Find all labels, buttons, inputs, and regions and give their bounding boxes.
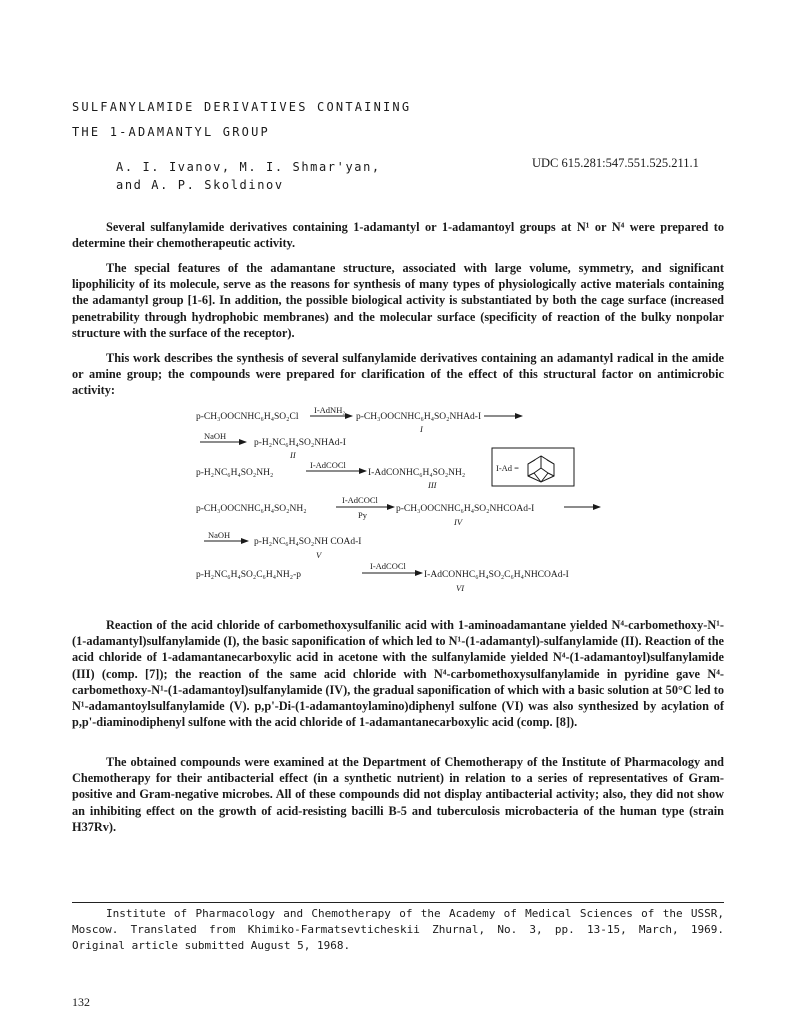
authors-line-2: and A. P. Skoldinov [116,178,284,192]
reagent-1: I-AdNH₂ [314,405,346,415]
paragraph-text: Several sulfanylamide derivatives containing 1-adamantyl or 1-adamantoyl groups at N¹ or N⁴ were prepared to determine their chemotherapeutic activity. [72,220,724,251]
paragraph-text: The obtained compounds were examined at the Department of Chemotherapy of the Institute of Pharmacology and Chemotherapy for their antibacterial effect (in a synthetic nutrient) in relation to a series of representatives of Gram-positive and Gram-negative microbes. All of these compounds did not display antibacterial activity; also, they did not show an inhibiting effect on the growth of acid-resisting bacilli B-5 and tuberculosis microbacteria of the human type (strain H37Rv). [72,755,724,834]
footnote-divider [72,902,724,903]
product-2: p-H₂NC₆H₄SO₂NHAd-I [254,438,346,448]
udc-code: UDC 615.281:547.551.525.211.1 [532,156,699,170]
compound-label-1: I [420,424,423,434]
reactant-3: p-H₂NC₆H₄SO₂NH₂ [196,468,274,478]
reagent-4: I-AdCOCl [342,495,378,505]
reaction-scheme [196,404,606,600]
compound-label-2: II [290,450,296,460]
reagent-2: NaOH [204,431,227,441]
reagent-3: I-AdCOCl [310,460,346,470]
authors [116,158,381,194]
solvent-4: Py [358,510,367,520]
compound-label-5: V [316,550,322,560]
product-6: I-AdCONHC₆H₄SO₂C₆H₄NHCOAd-I [424,570,569,580]
reagent-5: NaOH [208,530,231,540]
product-3: I-AdCONHC₆H₄SO₂NH₂ [368,468,466,478]
abstract-paragraph [72,219,724,251]
footnote-text: Institute of Pharmacology and Chemotherapy of the Academy of Medical Sciences of the USSR, Moscow. Translated from Khimiko-Farmatsevticheskii Zhurnal, No. 3, pp. 13-15, March, 1969. Original article submitted August 5, 1968. [72,907,724,952]
page-number: 132 [72,995,90,1009]
reactant-1: p-CH₃OOCNHC₆H₄SO₂Cl [196,412,299,422]
title-line-1: SULFANYLAMIDE DERIVATIVES CONTAINING [72,100,412,114]
results-paragraph [72,617,724,730]
product-1: p-CH₃OOCNHC₆H₄SO₂NHAd-I [356,412,482,422]
intro-paragraph [72,260,724,341]
footnote [72,906,724,954]
reagent-6: I-AdCOCl [370,561,406,571]
reactant-6: p-H₂NC₆H₄SO₂C₆H₄NH₂-p [196,570,301,580]
authors-line-1: A. I. Ivanov, M. I. Shmar'yan, [116,160,381,174]
compound-label-4: IV [454,517,463,527]
synthesis-paragraph [72,350,724,399]
paragraph-text: The special features of the adamantane structure, associated with large volume, symmetry, and significant lipophilicity of its molecule, serve as the reasons for synthesis of many types of physiologically active materials containing the adamantyl group [1-6]. In addition, the possible biological activity is substantiated by both the cage surface (increased penetrability through hydrophobic membranes) and the molecular surface (specificity of reaction of the bulky nonpolar structure with the surface of the receptor). [72,261,724,340]
adamantane-structure-icon [528,456,554,482]
product-5: p-H₂NC₆H₄SO₂NH COAd-I [254,537,362,547]
activity-paragraph [72,754,724,835]
adamantyl-label: I-Ad = [496,463,519,473]
compound-label-3: III [428,480,437,490]
title-line-2: THE 1-ADAMANTYL GROUP [72,125,270,139]
paragraph-text: Reaction of the acid chloride of carbomethoxysulfanilic acid with 1-aminoadamantane yielded N⁴-carbomethoxy-N¹-(1-adamantyl)sulfanylamide (I), the basic saponification of which led to N¹-(1-adamantyl)-sulfanylamide (II). Reaction of the acid chloride of 1-adamantanecarboxylic acid in acetone with the sulfanylamide yielded N⁴-(1-adamantoyl)sulfanylamide (III) (comp. [7]); the reaction of the same acid chloride with N⁴-carbomethoxysulfanylamide in pyridine gave N⁴-carbomethoxy-N¹-(1-adamantoyl)sulfanylamide (IV), the gradual saponification of which with a basic solution at 50°C led to N¹-adamantoylsulfanylamide (V). p,p'-Di-(1-adamantoylamino)diphenyl sulfone (VI) was also synthesized by acylation of p,p'-diaminodiphenyl sulfone with the acid chloride of 1-adamantanecarboxylic acid (comp. [8]). [72,618,724,730]
product-4: p-CH₃OOCNHC₆H₄SO₂NHCOAd-I [396,504,535,514]
paragraph-text: This work describes the synthesis of several sulfanylamide derivatives containing an adamantyl radical in the amide or amine group; the compounds were prepared for clarification of the effect of this structural factor on antimicrobic activity: [72,351,724,398]
compound-label-6: VI [456,583,465,593]
reactant-4: p-CH₃OOCNHC₆H₄SO₂NH₂ [196,504,307,514]
